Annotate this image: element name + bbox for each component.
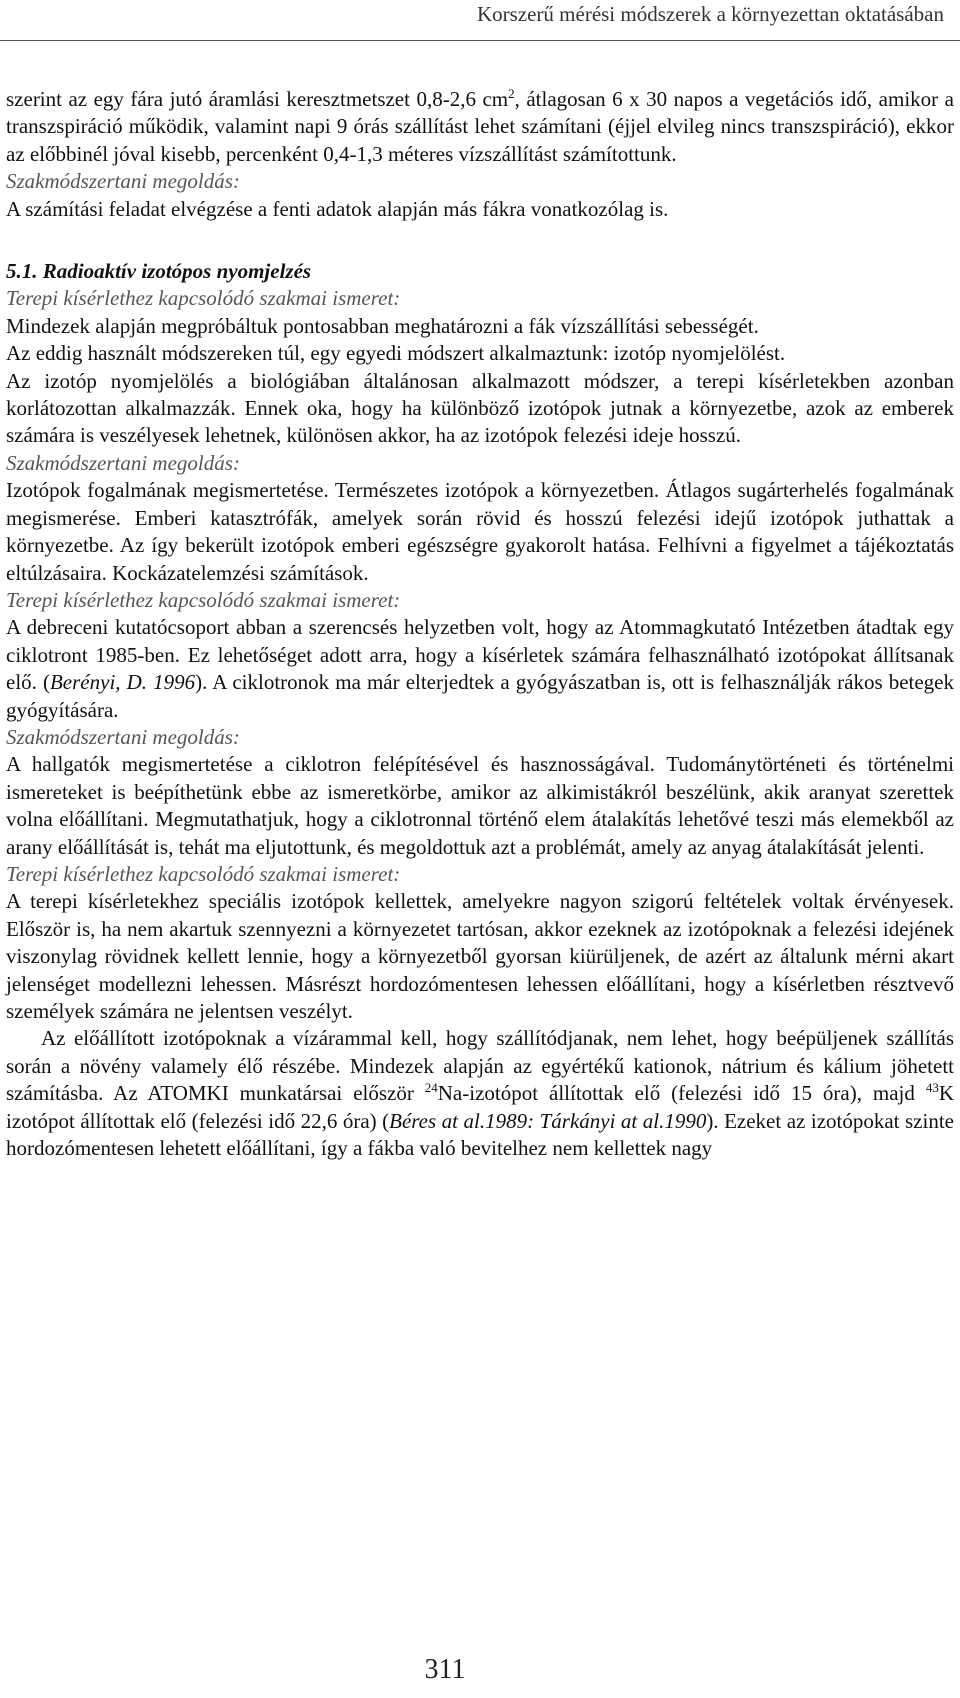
paragraph-cyclotron: A debreceni kutatócsoport abban a szerencsés helyzetben volt, hogy az Atommagkutató Intézetben átadtak egy ciklotront 1985-ben. Ez lehetőséget adott arra, hogy a kísérletek számára felhasználható izotópokat állítsanak elő. (Berényi, D. 1996). A ciklotronok ma már elterjedtek a gyógyászatban is, ott is felhasználják rákos betegek gyógyítására. — [6, 615, 955, 722]
section-heading: 5.1. Radioaktív izotópos nyomjelzés — [6, 259, 312, 284]
page-number: 311 — [424, 1654, 466, 1685]
method-label: Szakmódszertani megoldás: — [6, 169, 240, 194]
page-body — [6, 86, 954, 1162]
field-knowledge-label: Terepi kísérlethez kapcsolódó szakmai ismeret: — [6, 587, 401, 612]
paragraph-cyclotron-teaching: A hallgatók megismertetése a ciklotron felépítésével és hasznosságával. Tudománytörténeti és történelmi ismereteket is beépíthetünk ebbe az ismeretkörbe, amikor az alkimistákról beszélünk, akik aranyat szerettek volna előállítani. Megmutathatjuk, hogy a ciklotronnal történő elem átalakítás lehetővé teszi más elemekből az arany előállítását is, tehát ma eljutottunk, és megoldottuk azt a problémát, amely az anyag átalakítását jelenti. — [6, 752, 954, 859]
paragraph-transpiration: szerint az egy fára jutó áramlási keresztmetszet 0,8-2,6 $cm^2$, átlagosan 6 x 30 napos a vegetációs idő, amikor a transzspiráció működik, valamint napi 9 órás szállítást lehet számítani (éjjel elvileg nincs transzspiráció), ekkor az előbbinél jóval kisebb, percenként 0,4-1,3 méteres vízszállítást számítottunk. — [6, 86, 954, 166]
citation: Béres at al.1989: Tárkányi at al.1990 — [389, 1108, 707, 1133]
paragraph-isotope-requirements: A terepi kísérletekhez speciális izotópok kellettek, amelyekre nagyon szigorú feltételek voltak érvényesek. Először is, ha nem akartuk szennyezni a környezetet tartósan, akkor ezeknek az izotópoknak a felezési idejének viszonylag rövidnek kellett lennie, hogy a környezetből gyorsan kiürüljenek, de azért az általunk mérni akart jelenséget modellezni lehessen. Másrészt hordozómentesen lehessen előállítani, hogy a kísérletben résztvevő személyek számára ne jelentsen veszélyt. — [6, 889, 954, 1023]
paragraph-flow-speed: Mindezek alapján megpróbáltuk pontosabban meghatározni a fák vízszállítási sebességét. — [6, 313, 759, 338]
running-head: Korszerű mérési módszerek a környezettan oktatásában — [476, 2, 944, 26]
paragraph-isotope-production: Az előállított izotópoknak a vízárammal kell, hogy szállítódjanak, nem lehet, hogy beépüljenek szállítás során a növény valamely élő részébe. Mindezek alapján az egyértékű kationok, nátrium és kálium jöhetett számításba. Az ATOMKI munkatársai először $^{24}$Na-izotópot állítottak elő (felezési idő 15 óra), majd $^{43}$K izotópot állítottak elő (felezési idő 22,6 óra) (Béres at al.1989: Tárkányi at al.1990). Ezeket az izotópokat szinte hordozómentesen lehetett előállítani, így a fákba való bevitelhez nem kellettek nagy — [6, 1026, 954, 1161]
citation: Berényi, D. 1996 — [49, 670, 196, 695]
paragraph-isotope-labeling: Az izotóp nyomjelölés a biológiában általánosan alkalmazott módszer, a terepi kísérletekben azonban korlátozottan alkalmazzák. Ennek oka, hogy ha különböző izotópok jutnak a környezetbe, azok az emberek számára is veszélyesek lehetnek, különösen akkor, ha az izotópok felezési ideje hosszú. — [6, 368, 954, 448]
paragraph-isotope-concepts: Izotópok fogalmának megismertetése. Természetes izotópok a környezetben. Átlagos sugárterhelés fogalmának megismerése. Emberi katasztrófák, amelyek során rövid és hosszú felezési idejű izotópok juthattak a környezetbe. Az így bekerült izotópok emberi egészségre gyakorolt hatása. Felhívni a figyelmet a tájékoztatás eltúlzásaira. Kockázatelemzési számítások. — [6, 478, 954, 585]
paragraph-calculation-task: A számítási feladat elvégzése a fenti adatok alapján más fákra vonatkozólag is. — [6, 196, 669, 221]
header-rule — [0, 40, 960, 41]
method-label: Szakmódszertani megoldás: — [6, 450, 240, 475]
field-knowledge-label: Terepi kísérlethez kapcsolódó szakmai ismeret: — [6, 286, 401, 311]
field-knowledge-label: Terepi kísérlethez kapcsolódó szakmai ismeret: — [6, 861, 401, 886]
method-label: Szakmódszertani megoldás: — [6, 724, 240, 749]
paragraph-isotope-method: Az eddig használt módszereken túl, egy egyedi módszert alkalmaztunk: izotóp nyomjelölést. — [6, 341, 786, 366]
